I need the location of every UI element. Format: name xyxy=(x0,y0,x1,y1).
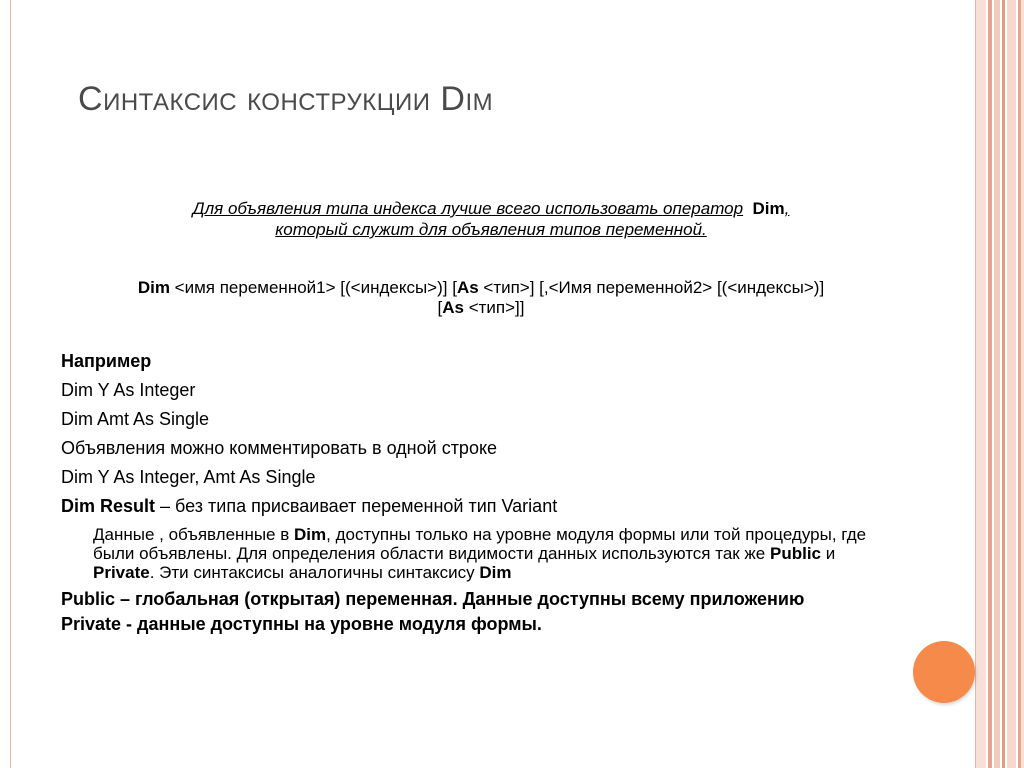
intro-dim-keyword: Dim xyxy=(752,199,785,218)
comment-note: Объявления можно комментировать в одной строке xyxy=(61,438,498,458)
intro-line2: который служит для объявления типов переменной. xyxy=(275,220,707,239)
scope-note: Данные , объявленные в Dim, доступны только на уровне модуля формы или той процедуры, где были объявлены. Для определения области видимости данных используются так же Public и Private. Эти синтаксисы аналогичны синтаксису Dim xyxy=(93,525,867,582)
orange-circle-decoration xyxy=(913,641,975,703)
body-content xyxy=(61,347,891,640)
slide xyxy=(10,0,976,768)
private-definition: Private - данные доступны на уровне модуля формы. xyxy=(61,614,542,634)
code-line-2: Dim Amt As Single xyxy=(61,409,210,429)
intro-line1: Для объявления типа индекса лучше всего использовать оператор xyxy=(192,199,744,218)
example-heading: Например xyxy=(61,351,152,371)
intro-paragraph: Для объявления типа индекса лучше всего использовать оператор Dim, который служит для объявления типов переменной. xyxy=(192,199,790,239)
code-line-4: Dim Result – без типа присваивает переменной тип Variant xyxy=(61,496,558,516)
syntax-line: Dim <имя переменной1> [(<индексы>)] [As <тип>] [,<Имя переменной2> [(<индексы>)] [As <тип>]] xyxy=(137,278,825,317)
slide-title: Синтаксис конструкции Dim xyxy=(78,80,494,118)
code-line-1: Dim Y As Integer xyxy=(61,380,196,400)
code-line-3: Dim Y As Integer, Amt As Single xyxy=(61,467,316,487)
public-definition: Public – глобальная (открытая) переменная. Данные доступны всему приложению xyxy=(61,589,805,609)
